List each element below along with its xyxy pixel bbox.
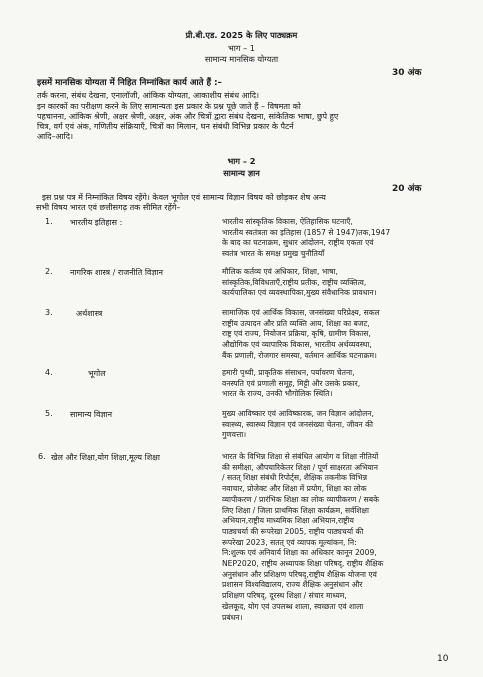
topic-number: 3. xyxy=(45,308,53,317)
topic-subject: खेल और शिक्षा,योग शिक्षा,मूल्य शिक्षा xyxy=(51,453,160,462)
description-line: भारत के विभिन्न शिक्षा से संबंधित आयोग व शिक्षा नीतियों xyxy=(222,452,379,461)
part2-name: सामान्य ज्ञान xyxy=(223,168,260,178)
description-line: NEP2020, राष्ट्रीय अध्यापक शिक्षा परिषद्, राष्ट्रीय शैक्षिक xyxy=(222,559,384,569)
intro-line: सभी विषय भारत एवं छत्तीसगढ़ तक सीमित रहेंगे– xyxy=(36,203,181,212)
description-line: गुणवत्ता। xyxy=(222,430,247,440)
description-line: मौलिक कर्तव्य एवं अधिकार, शिक्षा, भाषा, xyxy=(222,267,338,276)
topic-description xyxy=(222,409,452,441)
part1-title: भाग – 1 xyxy=(228,43,255,53)
description-line: स्वास्थ्य, स्वास्थ्य विज्ञान एवं जनसंख्या चेतना, जीवन की xyxy=(222,419,373,429)
topic-number: 2. xyxy=(45,267,53,276)
description-line: प्रशिक्षण परिषद्, दूरस्थ शिक्षा / संचार माध्यम, xyxy=(222,591,347,601)
description-line: भारत के राज्य, उनकी भौगोलिक स्थिति। xyxy=(222,389,333,399)
description-line: के बाद का घटनाक्रम, सुधार आंदोलन, राष्ट्रीय एकता एवं xyxy=(222,238,374,248)
description-line: खेलकूद, योग एवं उपलब्ध शाला, स्वच्छता एवं शाला xyxy=(222,601,364,611)
description-line: राष्ट्र एवं राज्य, नियोजन प्रक्रिया, कृषि, ग्रामीण विकास, xyxy=(222,329,371,339)
topic-description xyxy=(222,368,452,400)
description-line: व्यापीकरण / प्रारंभिक शिक्षा का लोक व्यापीकरण / सबके xyxy=(222,494,379,504)
paragraph-line: पहचानना, आंकिक श्रेणी, अक्षर श्रेणी, अक्षर, अंक और चित्रों द्वारा संबंध देखना, सांकेतिक भाषा, छुपे हुए xyxy=(37,112,339,121)
description-line: हमारी पृथ्वी, प्राकृतिक संसाधन, पर्यावरण चेतना, xyxy=(222,368,355,377)
page-number: 10 xyxy=(437,654,449,664)
description-line: भारतीय स्वतंत्रता का इतिहास (1857 से 1947)तक,1947 xyxy=(222,227,391,237)
topic-description xyxy=(222,452,452,623)
paragraph-line: इन कारकों का परीक्षण करने के लिए सामान्यतः इस प्रकार के प्रश्न पूछे जाते हैं – विषमता को xyxy=(37,102,301,111)
topic-subject: अर्थशास्त्र xyxy=(76,309,103,318)
topic-subject: भूगोल xyxy=(88,369,106,378)
description-line: बैंक प्रणाली, रोजगार समस्या, वर्तमान आर्थिक घटनाक्रम। xyxy=(222,350,377,360)
description-line: / सतत् शिक्षा संबंधी रिपोर्ट्स, शैक्षिक तकनीक विभिन्न xyxy=(222,473,368,483)
part1-paragraph xyxy=(37,102,447,142)
part2-marks: 20 अंक xyxy=(392,184,422,194)
topic-description xyxy=(222,267,452,299)
part2-intro xyxy=(36,193,452,213)
description-line: अभियान,राष्ट्रीय माध्यमिक शिक्षा अभियान,राष्ट्रीय xyxy=(222,516,354,526)
topic-number: 6. xyxy=(38,452,46,461)
part2-title: भाग – 2 xyxy=(227,156,256,166)
document-title: प्री.बी.एड. 2025 के लिए पाठ्यक्रम xyxy=(185,30,298,40)
topic-number: 4. xyxy=(45,368,53,377)
description-line: कार्यपालिका एवं व्यवस्थापिका,मुख्य संवैधानिक प्रावधान। xyxy=(222,288,377,298)
description-line: प्रबंधन। xyxy=(222,612,243,622)
topic-description xyxy=(222,308,452,362)
description-line: पाठ्यचर्या की रूपरेखा 2005, राष्ट्रीय पाठ्यचर्या की xyxy=(222,526,364,536)
description-line: भारतीय सांस्कृतिक विकास, ऐतिहासिक घटनाएँ, xyxy=(222,217,353,226)
description-line: नवाचार, प्रोजेक्ट और शिक्षा में प्रयोग, शिक्षा का लोक xyxy=(222,484,367,494)
description-line: मुख्य आविष्कार एवं आविष्कारक, जन विज्ञान आंदोलन, xyxy=(222,409,374,418)
part1-heading: इसमें मानसिक योग्यता में निहित निम्नांकित कार्य आते हैं :– xyxy=(37,78,222,88)
paragraph-line: चित्र, वर्ग एवं अंक, गणितीय संक्रियाएँ, चित्रों का मिलान, घन संबंधी विभिन्न प्रकार के पैटर्न xyxy=(37,122,294,131)
topic-subject: नागरिक शास्त्र / राजनीति विज्ञान xyxy=(70,268,163,277)
description-line: स्वतंत्र भारत के समक्ष प्रमुख चुनौतियाँ xyxy=(222,249,325,259)
description-line: अनुसंधान और प्रशिक्षण परिषद्,राष्ट्रीय शैक्षिक योजना एवं xyxy=(222,569,377,579)
topic-subject: भारतीय इतिहास : xyxy=(70,218,123,227)
description-line: सांस्कृतिक,विविधताएँ,राष्ट्रीय प्रतीक, राष्ट्रीय व्यक्तित्व, xyxy=(222,277,367,287)
description-line: प्रशासन विश्वविद्यालय, राज्य शैक्षिक अनुसंधान और xyxy=(222,580,363,590)
description-line: रूपरेखा 2023, सतत् एवं व्यापक मूल्यांकन, नि: xyxy=(222,537,357,547)
intro-line: इस प्रश्न पत्र में निम्नांकित विषय रहेंगे। केवल भूगोल एवं सामान्य विज्ञान विषय को छोड़कर शेष अन्य xyxy=(42,193,326,202)
paragraph-line: आदि–आदि। xyxy=(37,132,74,141)
part1-marks: 30 अंक xyxy=(392,68,422,78)
description-line: औद्योगिक एवं व्यापारिक विकास, भारतीय अर्थव्यवस्था, xyxy=(222,340,372,350)
description-line: राष्ट्रीय उत्पादन और प्रति व्यक्ति आय, शिक्षा का बजट, xyxy=(222,318,370,328)
description-line: सामाजिक एवं आर्थिक विकास, जनसंख्या परिप्रेक्ष्य, सकल xyxy=(222,308,380,317)
description-line: नि:शुल्क एवं अनिवार्य शिक्षा का अधिकार कानून 2009, xyxy=(222,548,377,558)
topic-number: 5. xyxy=(45,409,53,418)
description-line: की समीक्षा, औपचारिकेतर शिक्षा / पूर्ण साक्षरता अभियान xyxy=(222,462,378,472)
topic-description xyxy=(222,217,452,260)
description-line: लिए शिक्षा / जिला प्राथमिक शिक्षा कार्यक्रम, सर्वशिक्षा xyxy=(222,505,369,515)
part1-line: तर्क करना, संबंध देखना, एनालॉजी, आंकिक योग्यता, आकाशीय संबंध आदि। xyxy=(37,91,260,100)
topic-number: 1. xyxy=(45,217,53,226)
part1-name: सामान्य मानसिक योग्यता xyxy=(204,54,279,64)
topic-subject: सामान्य विज्ञान xyxy=(70,410,113,419)
description-line: वनस्पति एवं प्रणाली समूह, मिट्टी और उसके प्रकार, xyxy=(222,378,361,388)
